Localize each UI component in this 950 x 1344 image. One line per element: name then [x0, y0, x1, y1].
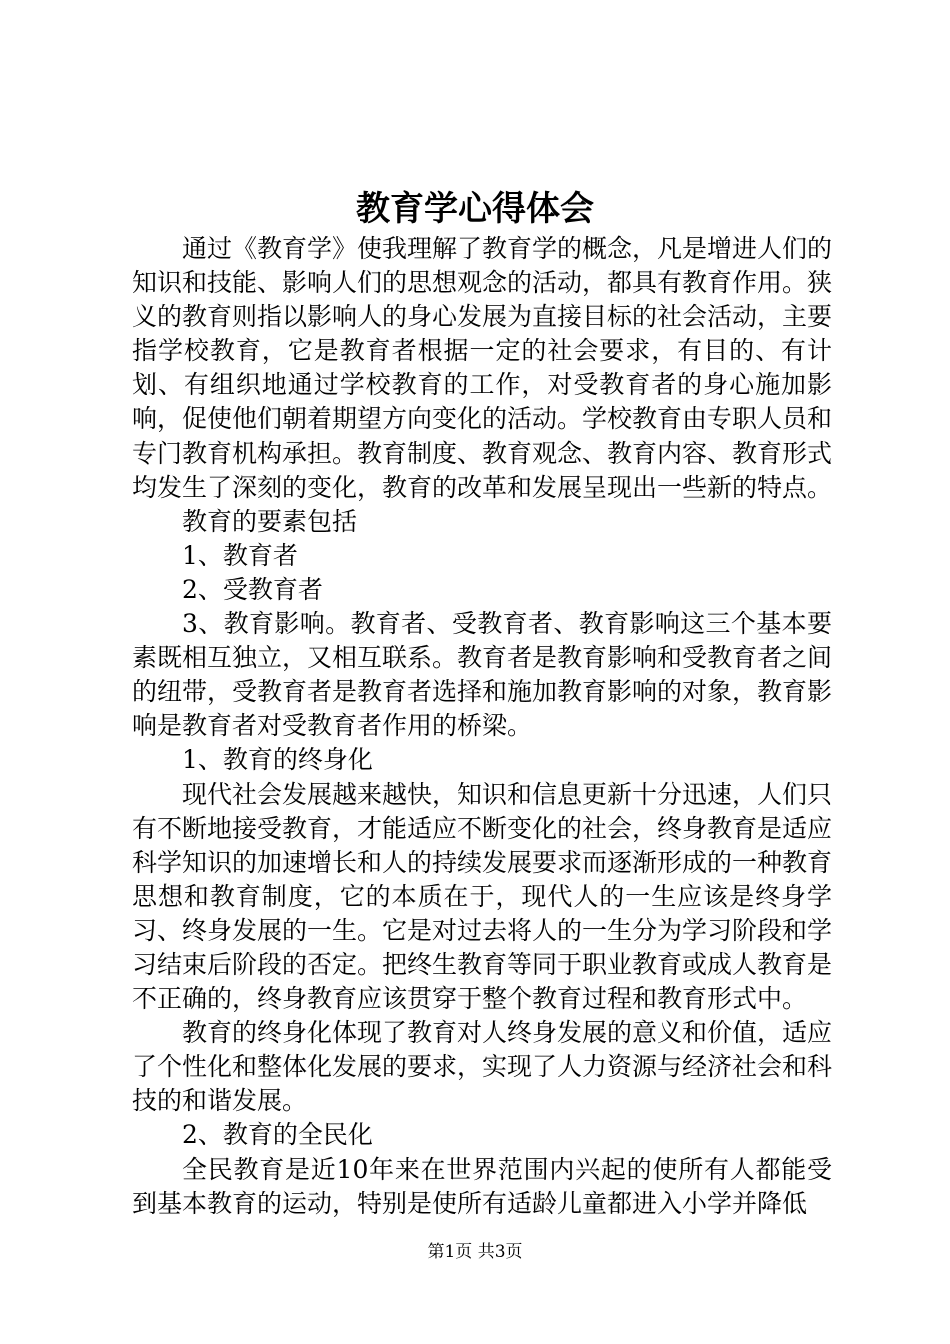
paragraph-elements-heading: 教育的要素包括 [182, 506, 358, 536]
document-body [132, 232, 832, 1221]
paragraph-lifelong: 现代社会发展越来越快，知识和信息更新十分迅速，人们只有不断地接受教育，才能适应不断变化的社会，终身教育是适应科学知识的加速增长和人的持续发展要求而逐渐形成的一种教育思想和教育制度，它的本质在于，现代人的一生应该是终身学习、终身发展的一生。它是对过去将人的一生分为学习阶段和学习结束后阶段的否定。把终生教育等同于职业教育或成人教育是不正确的，终身教育应该贯穿于整个教育过程和教育形式中。 [132, 779, 833, 1014]
list-item-influence: 3、教育影响。教育者、受教育者、教育影响这三个基本要素既相互独立，又相互联系。教育者是教育影响和受教育者之间的纽带，受教育者是教育者选择和施加教育影响的对象，教育影响是教育者对受教育者作用的桥梁。 [132, 609, 833, 741]
list-item-educator: 1、教育者 [182, 540, 298, 570]
document-title: 教育学心得体会 [356, 189, 594, 229]
section-heading-lifelong: 1、教育的终身化 [182, 745, 373, 775]
paragraph-lifelong-value: 教育的终身化体现了教育对人终身发展的意义和价值，适应了个性化和整体化发展的要求，实现了人力资源与经济社会和科技的和谐发展。 [132, 1018, 833, 1116]
list-item-educatee: 2、受教育者 [182, 574, 323, 604]
section-heading-universal: 2、教育的全民化 [182, 1120, 373, 1150]
page-footer: 第1页 共3页 [427, 1242, 523, 1262]
paragraph-universal: 全民教育是近10年来在世界范围内兴起的使所有人都能受到基本教育的运动，特别是使所有适龄儿童都进入小学并降低 [132, 1154, 832, 1218]
paragraph-intro: 通过《教育学》使我理解了教育学的概念，凡是增进人们的知识和技能、影响人们的思想观念的活动，都具有教育作用。狭义的教育则指以影响人的身心发展为直接目标的社会活动，主要指学校教育，它是教育者根据一定的社会要求，有目的、有计划、有组织地通过学校教育的工作，对受教育者的身心施加影响，促使他们朝着期望方向变化的活动。学校教育由专职人员和专门教育机构承担。教育制度、教育观念、教育内容、教育形式均发生了深刻的变化，教育的改革和发展呈现出一些新的特点。 [132, 234, 833, 502]
